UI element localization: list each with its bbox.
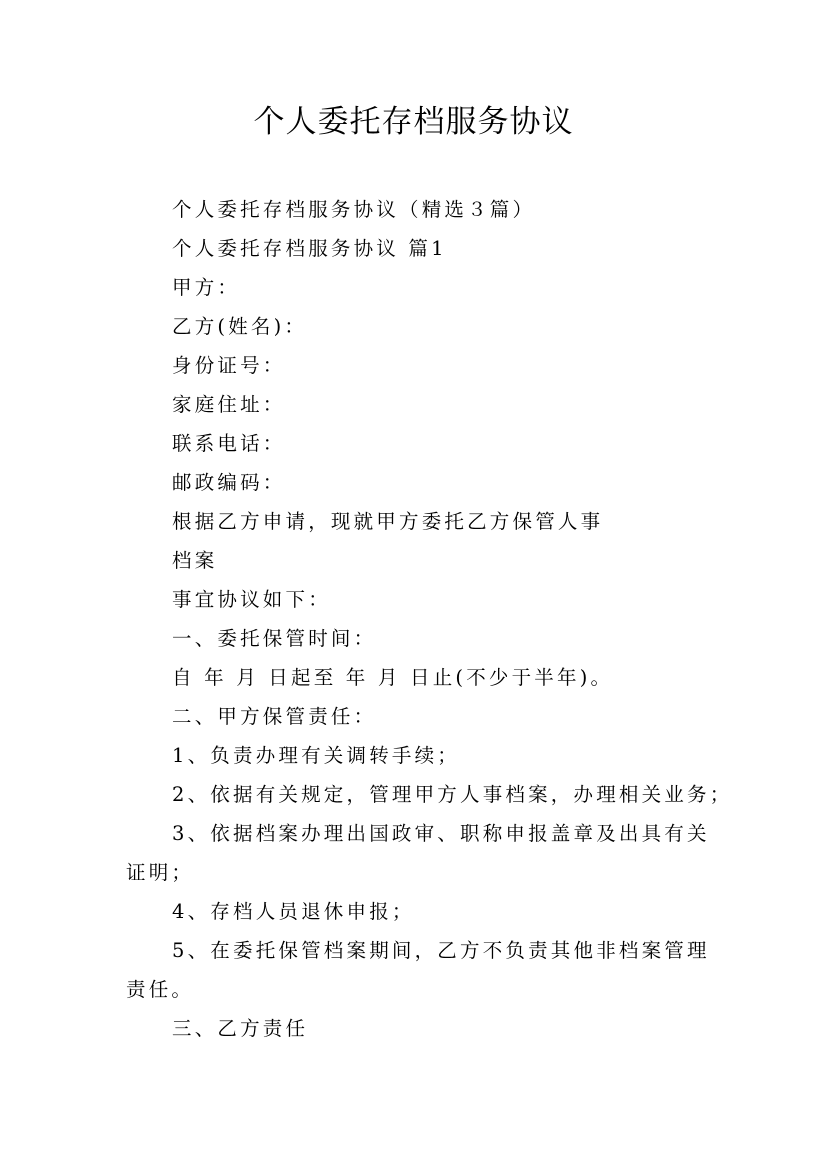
- paragraph-line: 身份证号：: [172, 354, 286, 377]
- paragraph-line: 5、在委托保管档案期间，乙方不负责其他非档案管理: [172, 939, 710, 962]
- paragraph-line: 一、委托保管时间：: [172, 627, 377, 650]
- paragraph-line: 事宜协议如下：: [172, 588, 331, 611]
- paragraph-line: 甲方：: [172, 276, 241, 299]
- paragraph-line: 根据乙方申请，现就甲方委托乙方保管人事: [172, 510, 604, 533]
- paragraph-line: 个人委托存档服务协议（精选３篇）: [172, 198, 536, 221]
- paragraph-line: 乙方(姓名)：: [172, 315, 308, 338]
- paragraph-line: 责任。: [126, 978, 195, 1001]
- paragraph-line: 4、存档人员退休申报；: [172, 900, 415, 923]
- paragraph-line: 档案: [172, 549, 218, 572]
- document-body: [126, 190, 733, 1048]
- paragraph-line: 自 年 月 日起至 年 月 日止(不少于半年)。: [172, 666, 614, 689]
- paragraph-line: 二、甲方保管责任：: [172, 705, 377, 728]
- document-title: 个人委托存档服务协议: [253, 104, 574, 140]
- paragraph-line: 联系电话：: [172, 432, 286, 455]
- paragraph-line: 邮政编码：: [172, 471, 286, 494]
- paragraph-line: 证明；: [126, 861, 195, 884]
- paragraph-line: 个人委托存档服务协议 篇1: [172, 237, 447, 260]
- paragraph-line: 1、负责办理有关调转手续；: [172, 744, 461, 767]
- paragraph-line: 2、依据有关规定，管理甲方人事档案，办理相关业务；: [172, 783, 733, 806]
- paragraph-line: 3、依据档案办理出国政审、职称申报盖章及出具有关: [172, 822, 710, 845]
- paragraph-line: 家庭住址：: [172, 393, 286, 416]
- paragraph-line: 三、乙方责任: [172, 1017, 309, 1040]
